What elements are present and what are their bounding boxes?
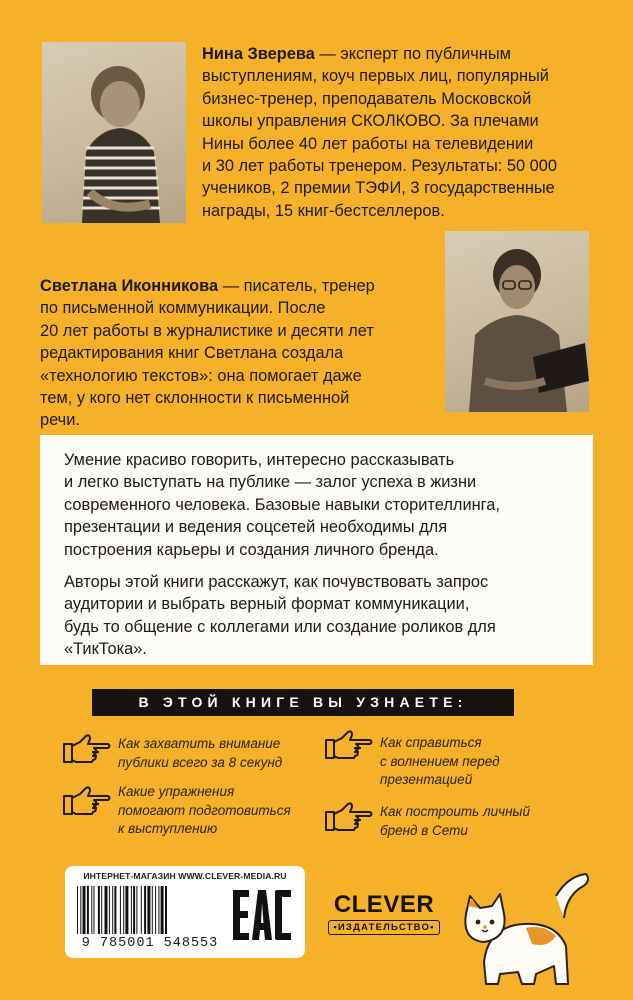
text-line: аудитории и выбрать верный формат коммуникации, [64, 595, 470, 614]
bio-line: «технологию текстов»: она помогает даже [40, 366, 362, 385]
bio-line: награды, 15 книг-бестселлеров. [202, 201, 445, 220]
learn-item-line: Какие упражнения [118, 784, 235, 799]
publisher-label: •ИЗДАТЕЛЬСТВО• [328, 920, 439, 935]
author2-bio [40, 275, 440, 432]
pointing-hand-icon [62, 732, 112, 766]
bio-line: бизнес-тренер, преподаватель Московской [202, 89, 532, 108]
bio-line: учеников, 2 премии ТЭФИ, 3 государственные [202, 179, 555, 198]
author1-bio [202, 43, 602, 222]
barcode [75, 886, 221, 936]
learn-item-line: бренд в Сети [380, 822, 468, 838]
description-panel [40, 435, 593, 665]
barcode-label [65, 866, 305, 958]
learn-item-line: с волнением перед [380, 753, 500, 769]
learn-item-line: Как захватить внимание [118, 736, 281, 751]
learn-item-line: к выступлению [118, 821, 218, 836]
text-line: и легко выступать на публике — залог успеха в жизни [64, 473, 477, 492]
text-line: Умение красиво говорить, интересно рассказывать [64, 451, 455, 469]
author1-photo [42, 42, 186, 223]
text-line: презентации и ведения соцсетей необходимы для [64, 518, 448, 537]
author2-name: Светлана Иконникова [40, 277, 219, 295]
learn-heading-banner: В ЭТОЙ КНИГЕ ВЫ УЗНАЕТЕ: [92, 689, 514, 716]
text-line: Авторы этой книги расскажут, как почувствовать запрос [64, 573, 489, 592]
learn-item-3 [118, 783, 328, 839]
learn-item-line: публики всего за 8 секунд [118, 754, 283, 770]
text-line: современного человека. Базовые навыки сторителлинга, [64, 495, 500, 514]
pointing-hand-icon [62, 784, 112, 818]
bio-line: — эксперт по публичным [314, 45, 511, 63]
isbn-number: 9 785001 548553 [81, 936, 219, 951]
cat-illustration [444, 866, 594, 990]
text-line: будь то общение с коллегами или создание роликов для [64, 617, 496, 636]
bio-line: редактирования книг Светлана создала [40, 344, 344, 363]
bio-line: выступлениям, коуч первых лиц, популярный [202, 67, 549, 86]
bio-line: речи. [40, 411, 80, 430]
brand-name: CLEVER [333, 891, 435, 918]
author1-name: Нина Зверева [202, 45, 315, 63]
shop-url: ИНТЕРНЕТ-МАГАЗИН WWW.CLEVER-MEDIA.RU [83, 871, 287, 881]
description-paragraph-1 [64, 449, 569, 561]
bio-line: школы управления СКОЛКОВО. За плечами [202, 112, 539, 131]
pointing-hand-icon [324, 728, 374, 762]
bio-line: по письменной коммуникации. После [40, 299, 326, 318]
learn-item-line: Как справиться [380, 735, 482, 750]
bio-line: и 30 лет работы тренером. Результаты: 50 000 [202, 157, 557, 176]
learn-item-line: Как построить личный [380, 804, 530, 819]
learn-item-1 [118, 735, 328, 772]
bio-line: 20 лет работы в журналистике и десяти лет [40, 321, 374, 340]
bio-line: — писатель, тренер [218, 277, 375, 295]
text-line: «ТикТока». [64, 640, 147, 659]
learn-item-2 [380, 734, 590, 790]
text-line: построения карьеры и создания личного бренда. [64, 540, 439, 559]
eac-mark [231, 886, 293, 944]
learn-item-line: презентацией [380, 772, 473, 787]
author2-photo [445, 231, 589, 412]
bio-line: тем, у кого нет склонности к письменной [40, 389, 350, 408]
learn-item-4 [380, 803, 590, 840]
bio-line: Нины более 40 лет работы на телевидении [202, 134, 534, 153]
description-paragraph-2 [64, 571, 569, 661]
learn-item-line: помогают подготовиться [118, 802, 291, 818]
publisher-logo [328, 893, 440, 935]
pointing-hand-icon [324, 800, 374, 834]
